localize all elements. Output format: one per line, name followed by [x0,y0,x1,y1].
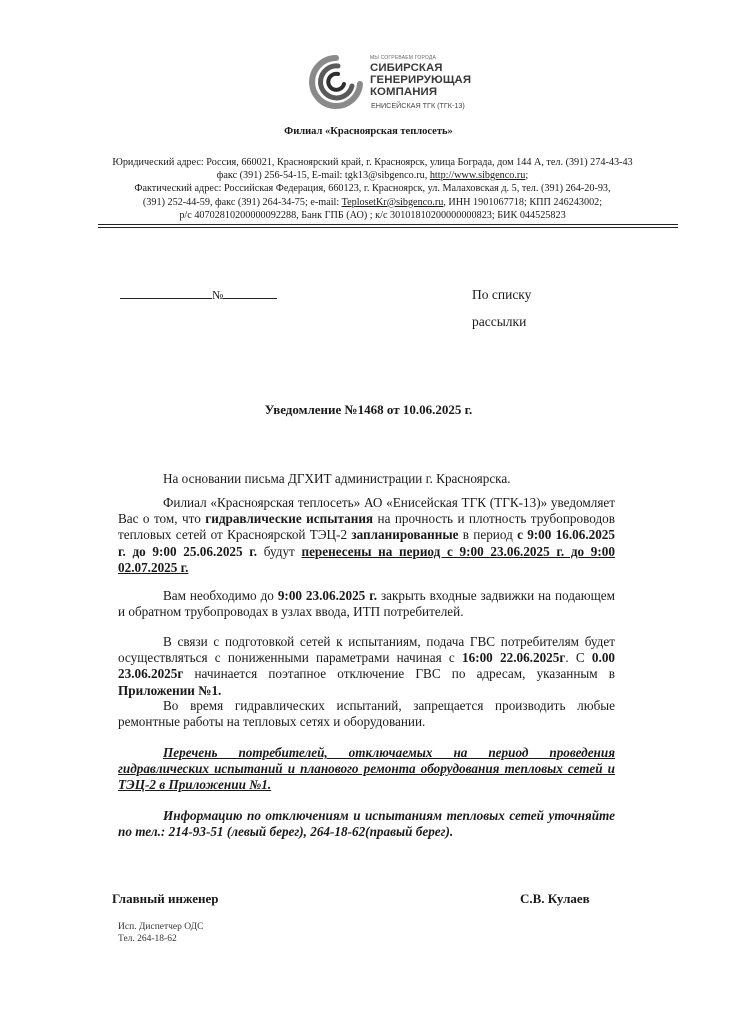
logo-tagline: МЫ СОГРЕВАЕМ ГОРОДА [370,55,436,61]
address-block [60,156,685,222]
logo-line-2: ГЕНЕРИРУЮЩАЯ [370,74,472,86]
document-number-line [120,288,277,303]
signature-role: Главный инженер [112,891,219,906]
recipient-line-1: По списку [472,287,532,302]
recipient-line-2: рассылки [472,314,527,329]
address-line-3: Фактический адрес: Российская Федерация, 660123, г. Красноярск, ул. Малаховская д. 5, тел. (391) 264-20-93, [134,183,611,195]
paragraph-notification: Филиал «Красноярская теплосеть» АО «Енисейская ТГК (ТГК-13)» уведомляет Вас о том, что гидравлические испытания на прочность и плотность трубопроводов тепловых сетей от Красноярской ТЭЦ-2 запланированные в период с 9:00 16.06.2025 г. до 9:00 25.06.2025 г. будут перенесены на период с 9:00 23.06.2025 г. до 9:00 02.07.2025 г. [118,495,615,575]
paragraph-contact-info: Информацию по отключениям и испытаниям тепловых сетей уточняйте по тел.: 214-93-51 (левый берег), 264-18-62(правый берег). [118,808,615,840]
paragraph-basis: На основании письма ДГХИТ администрации г. Красноярска. [163,471,511,486]
number-sign: № [212,288,224,302]
address-line-2: факс (391) 256-54-15, E-mail: tgk13@sibgenco.ru, http://www.sibgenco.ru; [216,170,529,182]
paragraph-consumer-list: Перечень потребителей, отключаемых на период проведения гидравлических испытаний и планового ремонта оборудования тепловых сетей и ТЭЦ-2 в Приложении №1. [118,745,615,793]
website-link[interactable]: http://www.sibgenco.ru [429,170,526,182]
address-line-5: р/с 40702810200000092288, Банк ГПБ (АО) ; к/с 30101810200000000823; БИК 044525823 [179,209,566,221]
executor-line-1: Исп. Диспетчер ОДС [118,922,204,932]
email-link[interactable]: TeplosetKr@sibgenco.ru [341,196,444,208]
logo-line-1: СИБИРСКАЯ [370,62,443,74]
executor-line-2: Тел. 264-18-62 [118,934,177,944]
logo-line-3: КОМПАНИЯ [370,86,438,98]
signature-name: С.В. Кулаев [520,891,590,906]
logo-subsidiary: ЕНИСЕЙСКАЯ ТГК (ТГК-13) [371,101,465,110]
date-blank [120,288,212,299]
header-divider [98,224,678,228]
paragraph-prohibition: Во время гидравлических испытаний, запрещается производить любые ремонтные работы на тепловых сетях и оборудовании. [118,698,615,730]
branch-name: Филиал «Красноярская теплосеть» [284,126,453,137]
paragraph-valves: Вам необходимо до 9:00 23.06.2025 г. закрыть входные задвижки на подающем и обратном трубопроводах в узлах ввода, ИТП потребителей. [118,588,615,620]
address-line-1: Юридический адрес: Россия, 660021, Красноярский край, г. Красноярск, улица Бограда, дом 144 А, тел. (391) 274-43-43 [112,157,633,168]
document-title: Уведомление №1468 от 10.06.2025 г. [264,402,473,417]
paragraph-hot-water: В связи с подготовкой сетей к испытаниям, подача ГВС потребителям будет осуществляться с пониженными параметрами начиная с 16:00 22.06.2025г. С 0.00 23.06.2025г начинается поэтапное отключение ГВС по адресам, указанным в Приложении №1. [118,634,615,698]
swirl-logo-icon [308,54,364,110]
number-blank [223,288,277,299]
address-line-4: (391) 252-44-59, факс (391) 264-34-75; e-mail: TeplosetKr@sibgenco.ru, ИНН 1901067718; КПП 246243002; [142,196,603,208]
